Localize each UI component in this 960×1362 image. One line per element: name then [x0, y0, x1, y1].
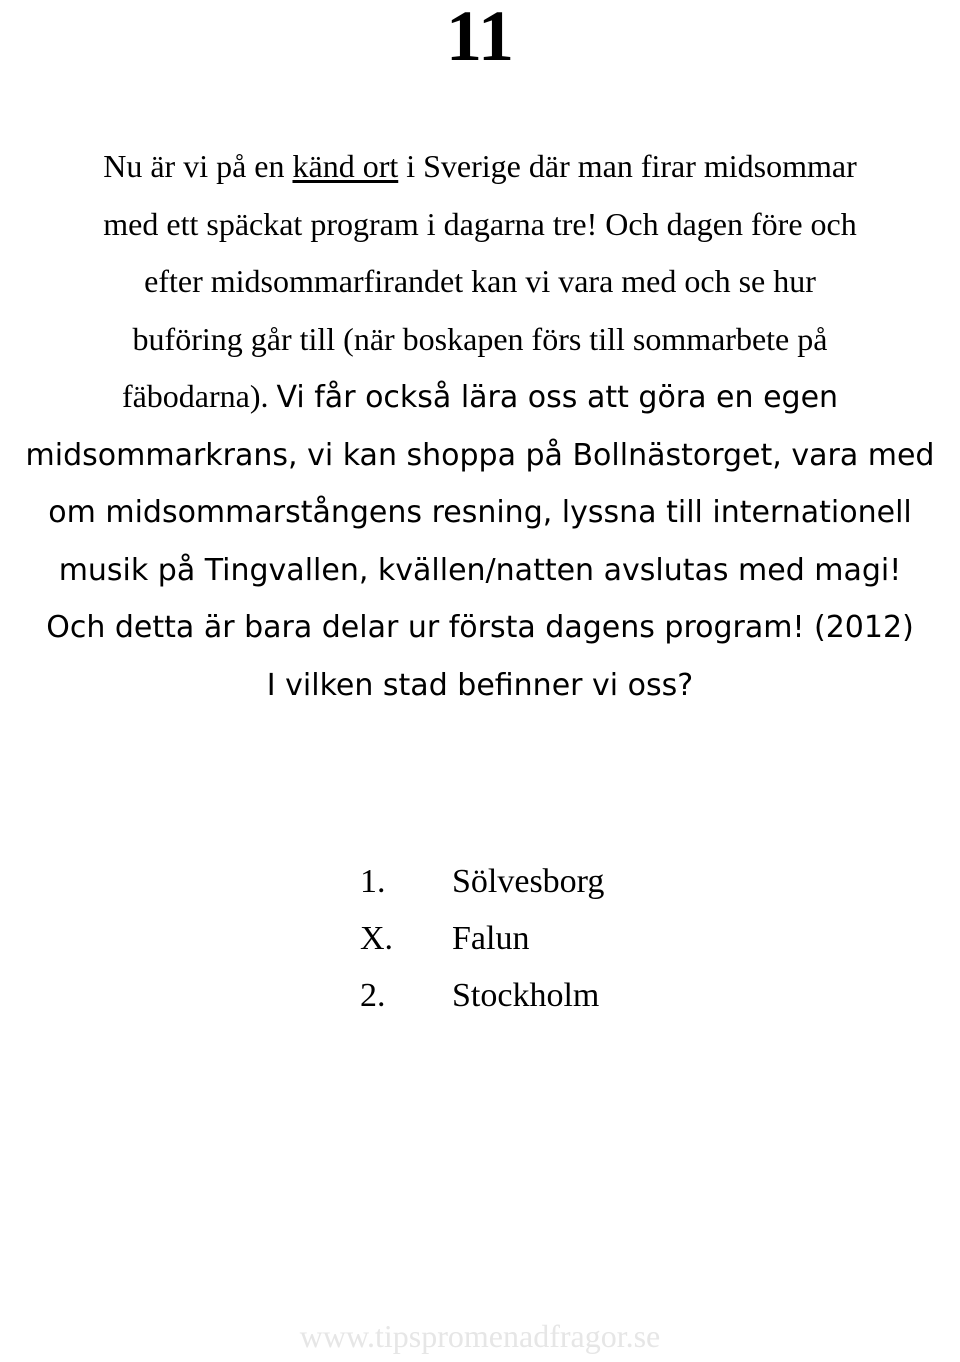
answer-option — [360, 910, 604, 967]
option-label: Sölvesborg — [452, 863, 605, 900]
question-line: med ett späckat program i dagarna tre! Och dagen före och — [103, 205, 857, 242]
question-line: musik på Tingvallen, kvällen/natten avslutas med magi! — [58, 552, 902, 588]
question-line — [0, 368, 960, 427]
question-text-segment: fäbodarna). — [121, 378, 277, 414]
answer-options — [360, 853, 604, 1024]
question-line: Och detta är bara delar ur första dagens program! (2012) — [46, 610, 914, 645]
question-line: om midsommarstångens resning, lyssna till internationell — [48, 495, 912, 530]
question-line: midsommarkrans, vi kan shoppa på Bollnästorget, vara med — [25, 437, 935, 473]
question-text-segment: Vi får också lära oss att göra en egen — [276, 380, 839, 415]
option-marker: 1. — [360, 863, 386, 900]
question-text — [0, 138, 960, 714]
option-label: Stockholm — [452, 977, 600, 1014]
answer-option — [360, 853, 604, 910]
question-text-segment: i Sverige där man firar midsommar — [398, 148, 857, 184]
option-marker: 2. — [360, 977, 386, 1014]
question-text-segment: Nu är vi på en — [103, 148, 293, 184]
question-line — [0, 138, 960, 196]
question-line: efter midsommarfirandet kan vi vara med och se hur — [144, 263, 816, 299]
footer-watermark-url: www.tipspromenadfragor.se — [299, 1318, 661, 1354]
answer-option — [360, 967, 604, 1024]
option-label: Falun — [452, 920, 530, 957]
page-number: 11 — [445, 0, 515, 76]
option-marker: X. — [360, 920, 394, 957]
question-line: buföring går till (när boskapen förs till sommarbete på — [132, 320, 828, 357]
question-prompt: I vilken stad befinner vi oss? — [266, 667, 694, 703]
place-link[interactable]: känd ort — [292, 148, 399, 184]
